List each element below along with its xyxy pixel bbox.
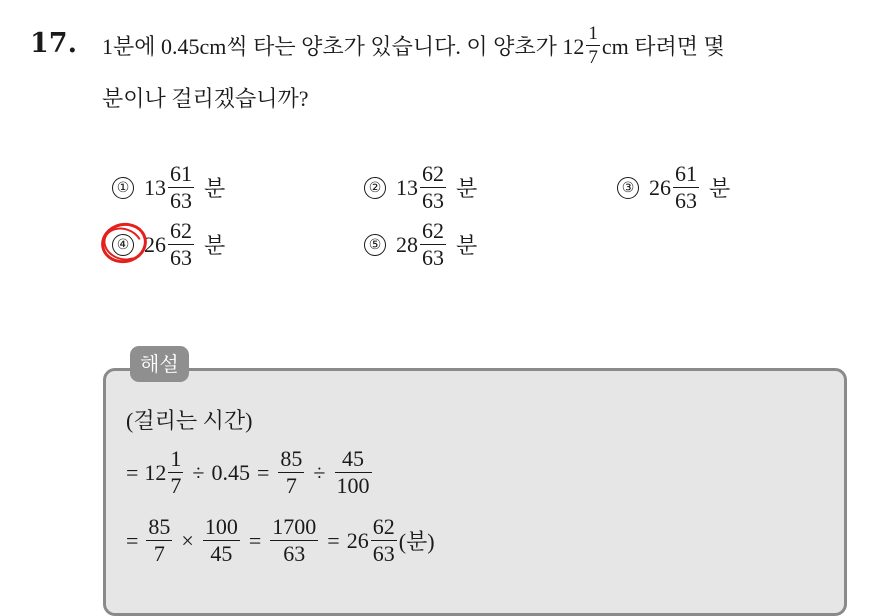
option-1-unit: 분 (204, 176, 226, 201)
solution-line-2 (126, 448, 374, 497)
term-den: 7 (285, 473, 297, 498)
option-4-unit: 분 (204, 233, 226, 258)
question-line-1 (102, 24, 725, 67)
option-5-number: ⑤ (364, 234, 386, 256)
term-num: 45 (342, 446, 364, 471)
option-3[interactable] (617, 163, 730, 212)
question-text-a: 1분에 0.45cm씩 타는 양초가 있습니다. 이 양초가 12 (102, 34, 585, 59)
solution-tag: 해설 (130, 346, 189, 382)
term-num: 100 (204, 514, 238, 539)
option-3-fraction (673, 163, 699, 212)
question-number: 17. (30, 28, 77, 59)
term-den: 45 (210, 541, 233, 566)
equals-sign: = (126, 459, 139, 485)
term-den: 7 (153, 541, 165, 566)
option-5-num: 62 (422, 218, 444, 243)
question-text-b: cm 타려면 몇 (601, 34, 725, 59)
term-num: 1700 (272, 514, 317, 539)
term-fraction (371, 516, 397, 565)
term-whole: 12 (144, 459, 167, 485)
question-fraction-den: 7 (588, 47, 598, 68)
term-den: 63 (283, 541, 306, 566)
option-1-fraction (168, 163, 194, 212)
option-5-fraction (420, 220, 446, 269)
option-2-den: 63 (422, 188, 444, 213)
question-fraction (586, 24, 600, 67)
equals-sign: = (248, 527, 262, 553)
term-den: 63 (372, 541, 395, 566)
option-3-den: 63 (675, 188, 697, 213)
option-2-number: ② (364, 177, 386, 199)
term-fraction (203, 516, 240, 565)
option-2-fraction (420, 163, 446, 212)
divide-sign: ÷ (313, 459, 326, 485)
option-5-whole: 28 (396, 231, 418, 257)
option-1-whole: 13 (144, 174, 166, 200)
question-line-2: 분이나 걸리겠습니까? (102, 86, 309, 111)
solution-line-3 (126, 516, 435, 565)
option-5-den: 63 (422, 245, 444, 270)
term-fraction (168, 448, 183, 497)
term-whole: 26 (346, 527, 369, 553)
option-3-number: ③ (617, 177, 639, 199)
option-4-fraction (168, 220, 194, 269)
option-3-unit: 분 (709, 176, 731, 201)
question-fraction-num: 1 (588, 23, 598, 44)
equals-sign: = (257, 459, 270, 485)
equals-sign: = (327, 527, 340, 553)
option-4-num: 62 (170, 218, 192, 243)
option-2-whole: 13 (396, 174, 418, 200)
times-sign: × (181, 527, 194, 553)
option-5[interactable] (364, 220, 477, 269)
option-5-unit: 분 (456, 233, 478, 258)
term-num: 62 (372, 514, 395, 539)
option-3-whole: 26 (649, 174, 671, 200)
option-4-number: ④ (112, 234, 134, 256)
term-fraction (270, 516, 318, 565)
term-den: 7 (170, 473, 182, 498)
solution-line-1: (걸리는 시간) (126, 408, 253, 433)
equals-sign: = (126, 527, 139, 553)
option-4-den: 63 (170, 245, 192, 270)
option-3-num: 61 (675, 161, 697, 186)
option-1-num: 61 (170, 161, 192, 186)
term-fraction (146, 516, 172, 565)
option-2-unit: 분 (456, 176, 478, 201)
option-1[interactable] (112, 163, 225, 212)
option-1-number: ① (112, 177, 134, 199)
term-decimal: 0.45 (211, 459, 250, 485)
option-2-num: 62 (422, 161, 444, 186)
term-den: 100 (336, 473, 370, 498)
term-num: 1 (170, 446, 182, 471)
term-num: 85 (148, 514, 171, 539)
answer-unit: (분) (398, 529, 435, 554)
divide-sign: ÷ (192, 459, 205, 485)
term-fraction (278, 448, 304, 497)
term-fraction (335, 448, 372, 497)
option-4-whole: 26 (144, 231, 166, 257)
option-2[interactable] (364, 163, 477, 212)
option-1-den: 63 (170, 188, 192, 213)
term-num: 85 (280, 446, 303, 471)
